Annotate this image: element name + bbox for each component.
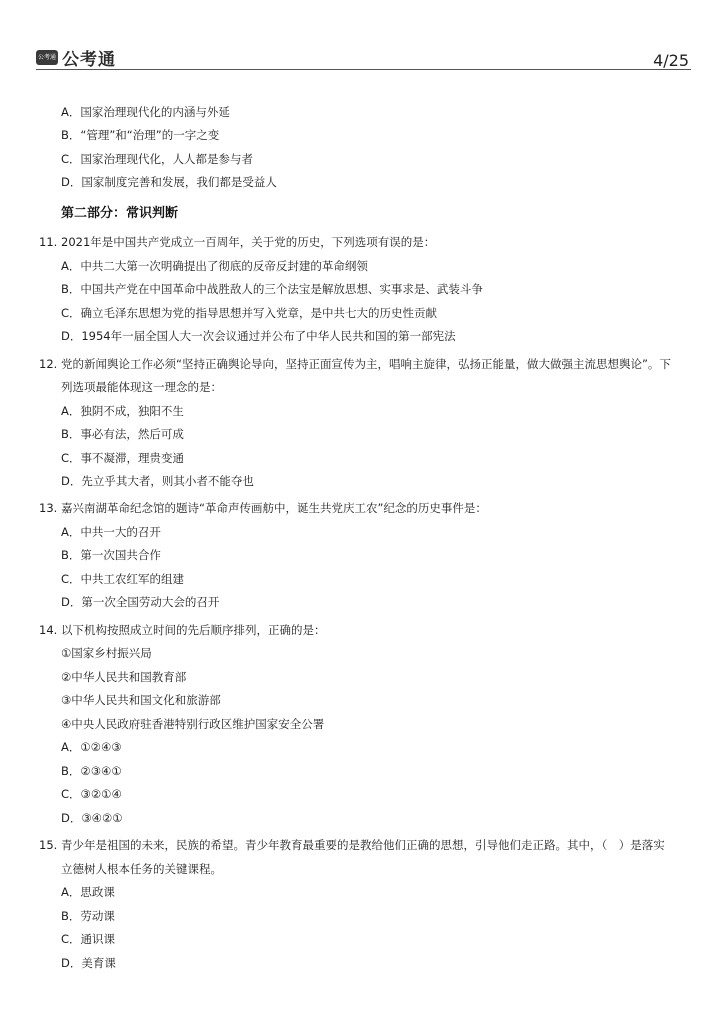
question-text: 列选项最能体现这一理念的是： — [61, 380, 222, 394]
question-text: 青少年是祖国的未来，民族的希望。青少年教育最重要的是教给他们正确的思想，引导他们走正路。其中，（ ）是落实 — [61, 838, 665, 852]
section-title: 第二部分：常识判断 — [61, 206, 179, 221]
prev-option-a: A．国家治理现代化的内涵与外延 — [61, 105, 230, 119]
option-b: B．②③④① — [61, 764, 122, 778]
option-b: B．第一次国共合作 — [61, 548, 161, 562]
question-item: ③中华人民共和国文化和旅游部 — [61, 693, 221, 707]
question-number: 13. — [39, 501, 58, 515]
option-d: D．第一次全国劳动大会的召开 — [61, 595, 220, 609]
option-d: D．美育课 — [61, 956, 116, 970]
question-item: ②中华人民共和国教育部 — [61, 670, 187, 684]
option-c: C．③②①④ — [61, 787, 122, 801]
question-text: 2021年是中国共产党成立一百周年，关于党的历史，下列选项有误的是： — [61, 235, 436, 249]
option-c: C．事不凝滞，理贵变通 — [61, 451, 185, 465]
option-c: C．中共工农红军的组建 — [61, 572, 185, 586]
option-a: A．中共一大的召开 — [61, 525, 161, 539]
option-a: A．中共二大第一次明确提出了彻底的反帝反封建的革命纲领 — [61, 259, 368, 273]
option-c: C．通识课 — [61, 932, 116, 946]
question-number: 15. — [39, 838, 58, 852]
page-header — [36, 44, 691, 70]
logo-text: 公考通 — [62, 50, 116, 70]
question-item: ①国家乡村振兴局 — [61, 646, 152, 660]
question-text: 立德树人根本任务的关键课程。 — [61, 862, 222, 876]
page-number: 4/25 — [653, 51, 689, 70]
question-text: 嘉兴南湖革命纪念馆的题诗“革命声传画舫中，诞生共党庆工农”纪念的历史事件是： — [61, 501, 487, 515]
question-number: 11. — [39, 235, 58, 249]
option-a: A．①②④③ — [61, 740, 122, 754]
question-text: 以下机构按照成立时间的先后顺序排列，正确的是： — [61, 623, 326, 637]
prev-option-c: C．国家治理现代化，人人都是参与者 — [61, 152, 254, 166]
option-c: C．确立毛泽东思想为党的指导思想并写入党章，是中共七大的历史性贡献 — [61, 306, 438, 320]
prev-option-d: D．国家制度完善和发展，我们都是受益人 — [61, 175, 277, 189]
option-d: D．1954年一届全国人大一次会议通过并公布了中华人民共和国的第一部宪法 — [61, 329, 456, 343]
option-d: D．先立乎其大者，则其小者不能夺也 — [61, 474, 254, 488]
question-number: 12. — [39, 357, 58, 371]
option-a: A．思政课 — [61, 885, 115, 899]
option-b: B．事必有法，然后可成 — [61, 427, 184, 441]
prev-option-b: B．“管理”和“治理”的一字之变 — [61, 128, 220, 142]
logo-icon: 公考通 — [36, 50, 58, 65]
option-b: B．中国共产党在中国革命中战胜敌人的三个法宝是解放思想、实事求是、武装斗争 — [61, 282, 483, 296]
option-d: D．③④②① — [61, 811, 123, 825]
option-a: A．独阴不成，独阳不生 — [61, 404, 184, 418]
question-text: 党的新闻舆论工作必须“坚持正确舆论导向，坚持正面宣传为主，唱响主旋律，弘扬正能量，做大做强主流思想舆论”。下 — [61, 357, 671, 371]
header-divider — [36, 69, 691, 70]
question-number: 14. — [39, 623, 58, 637]
option-b: B．劳动课 — [61, 909, 115, 923]
question-item: ④中央人民政府驻香港特别行政区维护国家安全公署 — [61, 717, 325, 731]
